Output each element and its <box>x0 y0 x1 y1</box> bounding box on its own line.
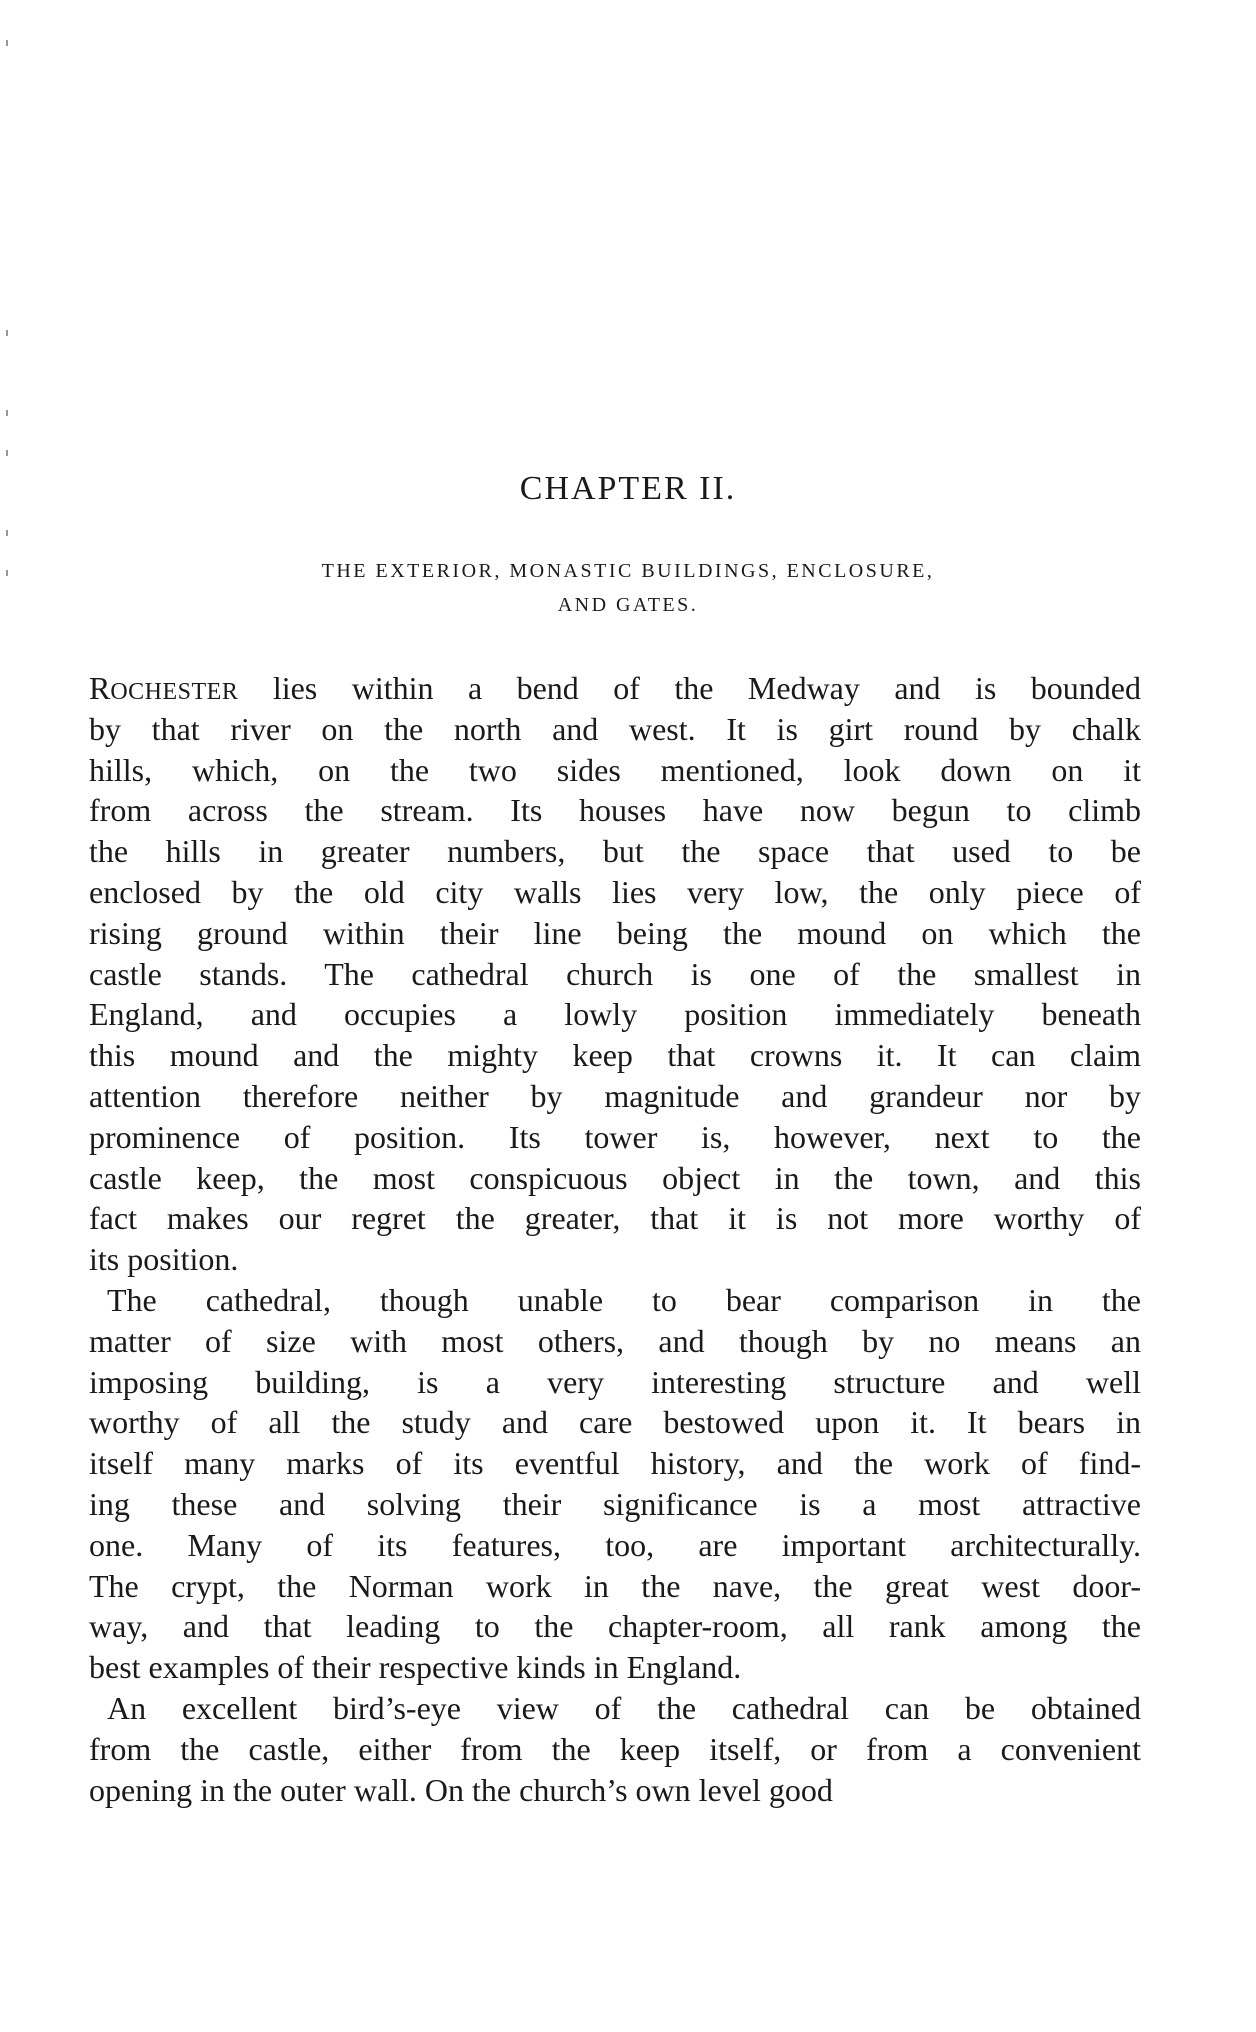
text-line: attention therefore neither by magnitude and grandeur nor by <box>89 1077 1141 1114</box>
text-line <box>89 668 1141 709</box>
text-line: The crypt, the Norman work in the nave, the great west door- <box>89 1567 1141 1604</box>
text-line: hills, which, on the two sides mentioned, look down on it <box>89 751 1141 788</box>
text-line: prominence of position. Its tower is, however, next to the <box>89 1118 1141 1155</box>
text-line: way, and that leading to the chapter-room, all rank among the <box>89 1608 1141 1645</box>
text-line: matter of size with most others, and though by no means an <box>89 1322 1141 1359</box>
text-line: castle stands. The cathedral church is one of the smallest in <box>89 955 1141 992</box>
text-line: The cathedral, though unable to bear comparison in the <box>107 1281 1141 1318</box>
text-line: ing these and solving their significance is a most attractive <box>89 1485 1141 1522</box>
opening-word-small-caps: OCHESTER <box>110 679 239 705</box>
scan-mark <box>6 330 8 336</box>
text-line: rising ground within their line being the mound on which the <box>89 914 1141 951</box>
text-line: from the castle, either from the keep itself, or from a convenient <box>89 1730 1141 1767</box>
text-line: this mound and the mighty keep that crowns it. It can claim <box>89 1037 1141 1074</box>
chapter-title: CHAPTER II. <box>519 470 737 507</box>
text-line: An excellent bird’s-eye view of the cathedral can be obtained <box>107 1689 1141 1726</box>
text-line: worthy of all the study and care bestowed upon it. It bears in <box>89 1404 1141 1441</box>
text-line: imposing building, is a very interesting structure and well <box>89 1363 1141 1400</box>
chapter-subtitle-line-1: THE EXTERIOR, MONASTIC BUILDINGS, ENCLOSURE, <box>321 560 935 582</box>
body-text <box>89 668 1141 1810</box>
text-line: castle keep, the most conspicuous object in the town, and this <box>89 1159 1141 1196</box>
text-line: opening in the outer wall. On the church’s own level good <box>89 1771 833 1808</box>
scan-mark <box>6 40 8 46</box>
text-line: fact makes our regret the greater, that it is not more worthy of <box>89 1200 1141 1237</box>
scan-mark <box>6 530 8 536</box>
text-line: itself many marks of its eventful history, and the work of find- <box>89 1445 1141 1482</box>
text-line: by that river on the north and west. It is girt round by chalk <box>89 710 1141 747</box>
text-line: enclosed by the old city walls lies very low, the only piece of <box>89 873 1141 910</box>
text-line: its position. <box>89 1241 239 1278</box>
opening-word-capital: R <box>89 670 111 706</box>
text-line: one. Many of its features, too, are important architecturally. <box>89 1526 1141 1563</box>
chapter-subtitle-line-2: AND GATES. <box>557 594 699 616</box>
text-line: best examples of their respective kinds in England. <box>89 1649 742 1686</box>
scan-mark <box>6 450 8 456</box>
text-line: the hills in greater numbers, but the space that used to be <box>89 833 1141 870</box>
text-line: from across the stream. Its houses have now begun to climb <box>89 792 1141 829</box>
text-line: England, and occupies a lowly position immediately beneath <box>89 996 1141 1033</box>
line-text: lies within a bend of the Medway and is bounded <box>238 670 1141 706</box>
scan-mark <box>6 410 8 416</box>
